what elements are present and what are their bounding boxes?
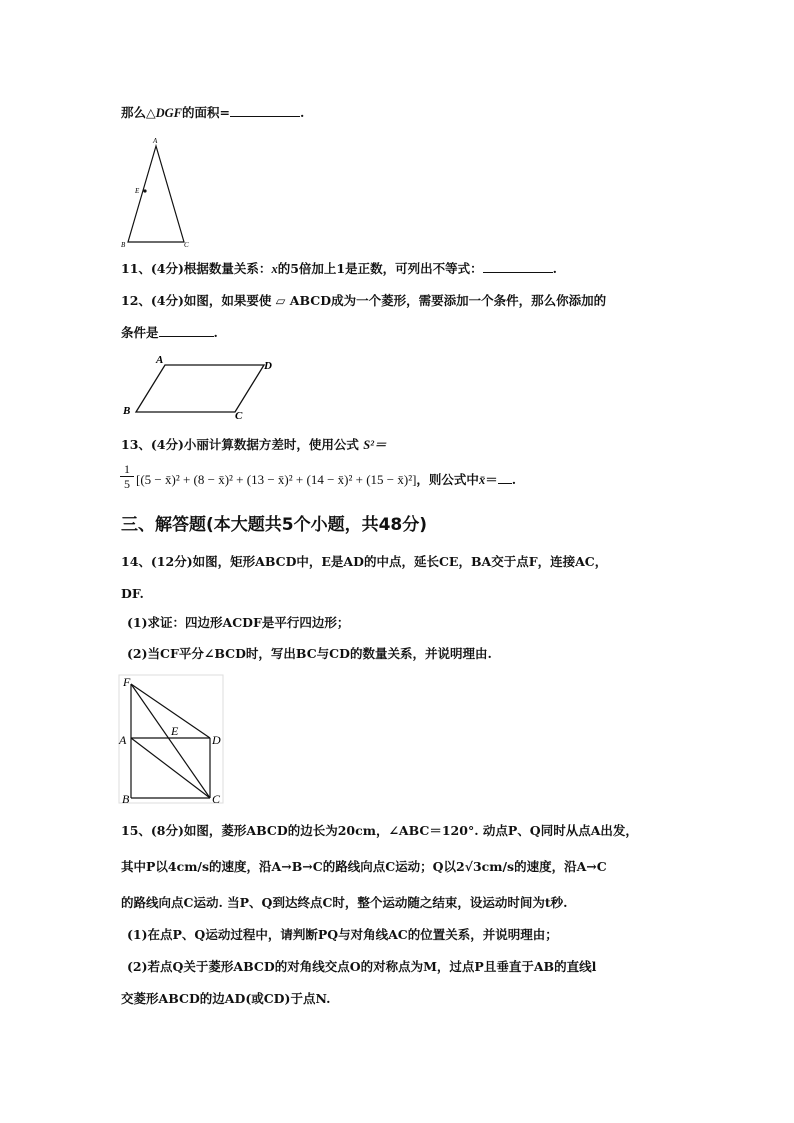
q13-frac-num: 1 [120,462,134,477]
q12-parallelogram-figure [118,352,283,424]
q10-triangle-figure [118,134,198,250]
q14-rectangle-figure [118,674,226,806]
fig12-label-b: B [123,405,131,417]
q13-s2: S²＝ [363,438,387,452]
q14-line1-text: 如图，矩形ABCD中，E是AD的中点，延长CE，BA交于点F，连接AC， [192,554,608,569]
q14-part1: (1)求证：四边形ACDF是平行四边形； [127,615,350,630]
q14-number: 14、(12分) [121,554,193,569]
q15-line2-post: cm/s的速度，沿A→C [481,859,607,874]
q10-line [121,104,304,122]
q13-number: 13、(4分) [121,437,184,452]
q13-formula: [(5 − x̄)² + (8 − x̄)² + (13 − x̄)² + (14 − x̄)² + (15 − x̄)²] [136,472,417,487]
fig14-label-c: C [212,792,221,806]
q15-part1: (1)在点P、Q运动过程中，请判断PQ与对角线AC的位置关系，并说明理由； [127,927,558,942]
section-three-heading: 三、解答题(本大题共5个小题，共48分) [121,515,428,535]
q15-part2: (2)若点Q关于菱形ABCD的对角线交点O的对称点为M，过点P且垂直于AB的直线l [127,959,597,974]
q10-text-pre: 那么△ [121,105,156,120]
q11-number: 11、(4分) [121,261,184,276]
q14-line1 [121,553,607,571]
q14-part2: (2)当CF平分∠BCD时，写出BC与CD的数量关系，并说明理由. [127,646,492,661]
q12-answer-blank[interactable] [159,324,214,337]
fig14-label-b: B [122,792,130,806]
q12-end: . [213,325,218,340]
q13-answer-blank[interactable] [498,471,512,484]
q11-end: . [552,261,557,276]
q15-sqrt3: √3 [464,859,482,874]
fig10-label-e: E [135,187,140,195]
q13-tail: ，则公式中 [416,472,479,487]
q10-triangle-name: DGF [155,106,183,120]
fig10-label-b: B [121,241,126,249]
q13-line1 [121,436,387,454]
q15-line-last: 交菱形ABCD的边AD(或CD)于点N. [121,991,331,1006]
q10-end: . [300,105,305,120]
q15-line2 [121,858,607,876]
fig12-label-d: D [264,360,272,372]
q15-line1 [121,822,638,840]
q11-pre: 根据数量关系： [183,261,272,276]
q11-post: 的5倍加上1是正数，可列出不等式： [277,261,483,276]
fig12-label-a: A [156,354,164,366]
q10-text-post: 的面积= [182,105,231,120]
q13-xbar: x̄ [478,473,486,487]
q13-fraction [120,462,134,491]
q13-eq: ＝ [485,472,498,487]
q13-frac-den: 5 [124,477,130,491]
q12-parallelogram-symbol: ▱ [275,293,286,308]
q12-line1-post: ABCD成为一个菱形，需要添加一个条件，那么你添加的 [289,293,607,308]
q12-line2-text: 条件是 [121,325,159,340]
q15-line2-pre: 其中P以4cm/s的速度，沿A→B→C的路线向点C运动；Q以2 [121,859,465,874]
q12-line2 [121,324,218,342]
q15-line3: 的路线向点C运动. 当P、Q到达终点C时，整个运动随之结束，设运动时间为t秒. [121,895,568,910]
q11-answer-blank[interactable] [483,260,553,273]
q15-number: 15、(8分) [121,823,184,838]
q10-answer-blank[interactable] [230,104,300,117]
q12-number: 12、(4分) [121,293,184,308]
fig14-label-a: A [119,733,127,747]
q15-line1-text: 如图，菱形ABCD的边长为20cm，∠ABC＝120°. 动点P、Q同时从点A出发， [183,823,638,838]
fig10-label-a: A [153,137,158,145]
q11-line [121,260,557,278]
q14-line2: DF. [121,586,144,601]
q12-line1 [121,292,606,310]
q11-var: x [271,262,278,276]
fig14-label-d: D [212,733,221,747]
q12-line1-pre: 如图，如果要使 [183,293,272,308]
q13-line1-text: 小丽计算数据方差时，使用公式 [183,437,359,452]
fig10-label-c: C [184,241,189,249]
fig12-label-c: C [235,410,243,422]
fig14-label-e: E [171,724,179,738]
q13-formula-line [136,471,516,489]
q13-end: . [511,472,517,487]
fig14-label-f: F [123,675,131,689]
